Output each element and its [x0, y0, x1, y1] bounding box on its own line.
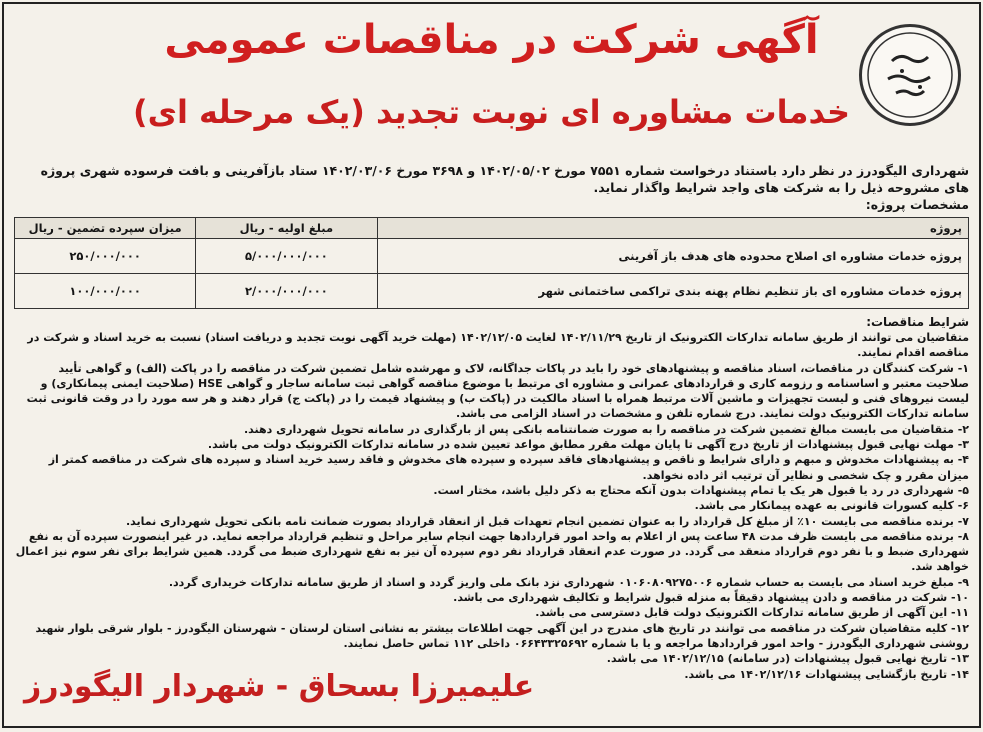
condition-item: ۵- شهرداری در رد یا قبول هر یک یا تمام پیشنهادات بدون آنکه محتاج به ذکر دلیل باشد، مختار است.	[433, 483, 969, 497]
initial-amount: ۲/۰۰۰/۰۰۰/۰۰۰	[196, 274, 377, 309]
intro-paragraph	[14, 162, 969, 213]
condition-item: ۴- به پیشنهادات مخدوش و مبهم و دارای شرایط و ناقص و پیشنهادهای فاقد سپرده و سپرده های مخدوش و فاقد رسید خرید اسناد و سپرده های شرکت در مناقصه کمتر از میزان مقرر و چک شخصی و نظایر آن ترتیب اثر داده نخواهد.	[48, 453, 969, 482]
tender-notice	[2, 2, 981, 728]
conditions-list	[14, 330, 969, 682]
intro-text: شهرداری الیگودرز در نظر دارد باستناد درخواست شماره ۷۵۵۱ مورخ ۱۴۰۲/۰۵/۰۲ و ۳۶۹۸ مورخ ۱۴۰۲/۰۳/۰۶ ستاد بازآفرینی و بافت فرسوده شهری پروژه های مشروحه ذیل را به شرکت های واجد شرایط واگذار نماید.	[40, 163, 969, 195]
deposit-amount: ۲۵۰/۰۰۰/۰۰۰	[15, 239, 196, 274]
header-initial-amount: مبلغ اولیه - ریال	[196, 218, 377, 239]
notice-title: آگهی شرکت در مناقصات عمومی	[164, 17, 819, 63]
condition-item: ۱۴- تاریخ بازگشایی پیشنهادات ۱۴۰۲/۱۲/۱۶ می باشد.	[684, 667, 969, 681]
condition-item: ۲- متقاضیان می بایست مبالغ تضمین شرکت در مناقصه را به صورت ضمانتنامه بانکی پس از بارگذاری در سامانه تحویل شهرداری دهند.	[243, 422, 969, 436]
table-row	[15, 274, 969, 309]
condition-item: ۱۰- شرکت در مناقصه و دادن پیشنهاد دقیقاً به منزله قبول شرایط و تکالیف شهرداری می باشد.	[453, 591, 969, 605]
deposit-amount: ۱۰۰/۰۰۰/۰۰۰	[15, 274, 196, 309]
notice-header	[14, 10, 969, 160]
condition-item: ۹- مبلغ خرید اسناد می بایست به حساب شماره ۰۱۰۶۰۸۰۹۲۷۵۰۰۶ شهرداری نزد بانک ملی واریز گردد و اسناد از طریق سامانه تدارکات خریداری گردد.	[168, 575, 969, 589]
condition-item: ۱۲- کلیه متقاضیان شرکت در مناقصه می توانند در تاریخ های مندرج در این آگهی جهت اطلاعات بیشتر به نشانی استان لرستان - شهرستان الیگودرز - بلوار شرقی بلوار شهید روشنی شهرداری الیگودرز - واحد امور قراردادها مراجعه و یا با شماره ۰۶۶۴۳۳۲۵۶۹۲ داخلی ۱۱۲ تماس حاصل نمایند.	[35, 621, 969, 650]
condition-item: ۸- برنده مناقصه می بایست ظرف مدت ۴۸ ساعت پس از اعلام به واحد امور قراردادها جهت انجام سایر مراحل و تنظیم قرارداد مراجعه نماید. در غیر اینصورت سپرده آن به نفع شهرداری ضبط و با نفر دوم قرارداد منعقد می گردد. در صورت عدم انعقاد قرارداد نفر دوم سپرده آن نیز به نفع شهرداری ضبط می گردد. همین شرایط برای نفر سوم نیز اعمال خواهد شد.	[15, 529, 969, 574]
header-deposit: میزان سپرده تضمین - ریال	[15, 218, 196, 239]
mayor-signature: علیمیرزا بسحاق - شهردار الیگودرز	[24, 669, 535, 704]
notice-subtitle: خدمات مشاوره ای نوبت تجدید (یک مرحله ای)	[132, 93, 850, 131]
condition-item: ۷- برنده مناقصه می بایست ۱۰٪ از مبلغ کل قرارداد را به عنوان تضمین انجام تعهدات قبل از انعقاد قرارداد بصورت ضمانت نامه بانکی تحویل شهرداری نماید.	[125, 514, 969, 528]
condition-item: ۶- کلیه کسورات قانونی به عهده پیمانکار می باشد.	[694, 499, 969, 513]
table-row	[15, 239, 969, 274]
condition-item: ۱۳- تاریخ نهایی قبول پیشنهادات (در سامانه) ۱۴۰۲/۱۲/۱۵ می باشد.	[606, 652, 969, 666]
conditions-title: شرایط مناقصات:	[866, 315, 969, 329]
condition-item: ۳- مهلت نهایی قبول پیشنهادات از تاریخ درج آگهی تا پایان مهلت مقرر مطابق مواعد تعیین شده در سامانه تدارکات الکترونیک دولت می باشد.	[207, 438, 969, 452]
project-name: پروژه خدمات مشاوره ای باز تنظیم نظام پهنه بندی تراکمی ساختمانی شهر	[377, 274, 968, 309]
project-spec-label: مشخصات پروژه:	[865, 197, 969, 212]
project-name: پروژه خدمات مشاوره ای اصلاح محدوده های هدف باز آفرینی	[377, 239, 968, 274]
table-header-row	[15, 218, 969, 239]
projects-table	[14, 217, 969, 309]
initial-amount: ۵/۰۰۰/۰۰۰/۰۰۰	[196, 239, 377, 274]
condition-item: متقاضیان می توانند از طریق سامانه تدارکات الکترونیک از تاریخ ۱۴۰۲/۱۱/۲۹ لغایت ۱۴۰۲/۱۲/۰۵ (مهلت خرید آگهی نوبت تجدید و دریافت اسناد) نسبت به خرید اسناد و شرکت در مناقصه اقدام نمایند.	[27, 331, 969, 360]
condition-item: ۱- شرکت کنندگان در مناقصات، اسناد مناقصه و پیشنهادهای خود را باید در پاکات جداگانه، لاک و مهرشده شامل تضمین شرکت در مناقصه را در پاکت (الف) و گواهی تأیید صلاحیت معتبر و اساسنامه و رزومه کاری و قراردادهای عمرانی و مشاوره ای مرتبط با موضوع مناقصه گواهی ثبت سامانه ساجار و گواهی HSE (صلاحیت ایمنی پیمانکاری) و لیست نیروهای فنی و لیست تجهیزات و ماشین آلات مرتبط همراه با اسناد مالکیت در (پاکت ب) و پیشنهاد قیمت را در (پاکت ج) قرار دهند و هر سه مورد را در وقت قانونی ثبت سامانه تدارکات الکترونیک دولت نمایند. درج شماره تلفن و مشخصات در اسناد الزامی می باشد.	[26, 361, 969, 421]
condition-item: ۱۱- این آگهی از طریق سامانه تدارکات الکترونیک دولت قابل دسترسی می باشد.	[535, 606, 969, 620]
header-project: پروژه	[377, 218, 968, 239]
